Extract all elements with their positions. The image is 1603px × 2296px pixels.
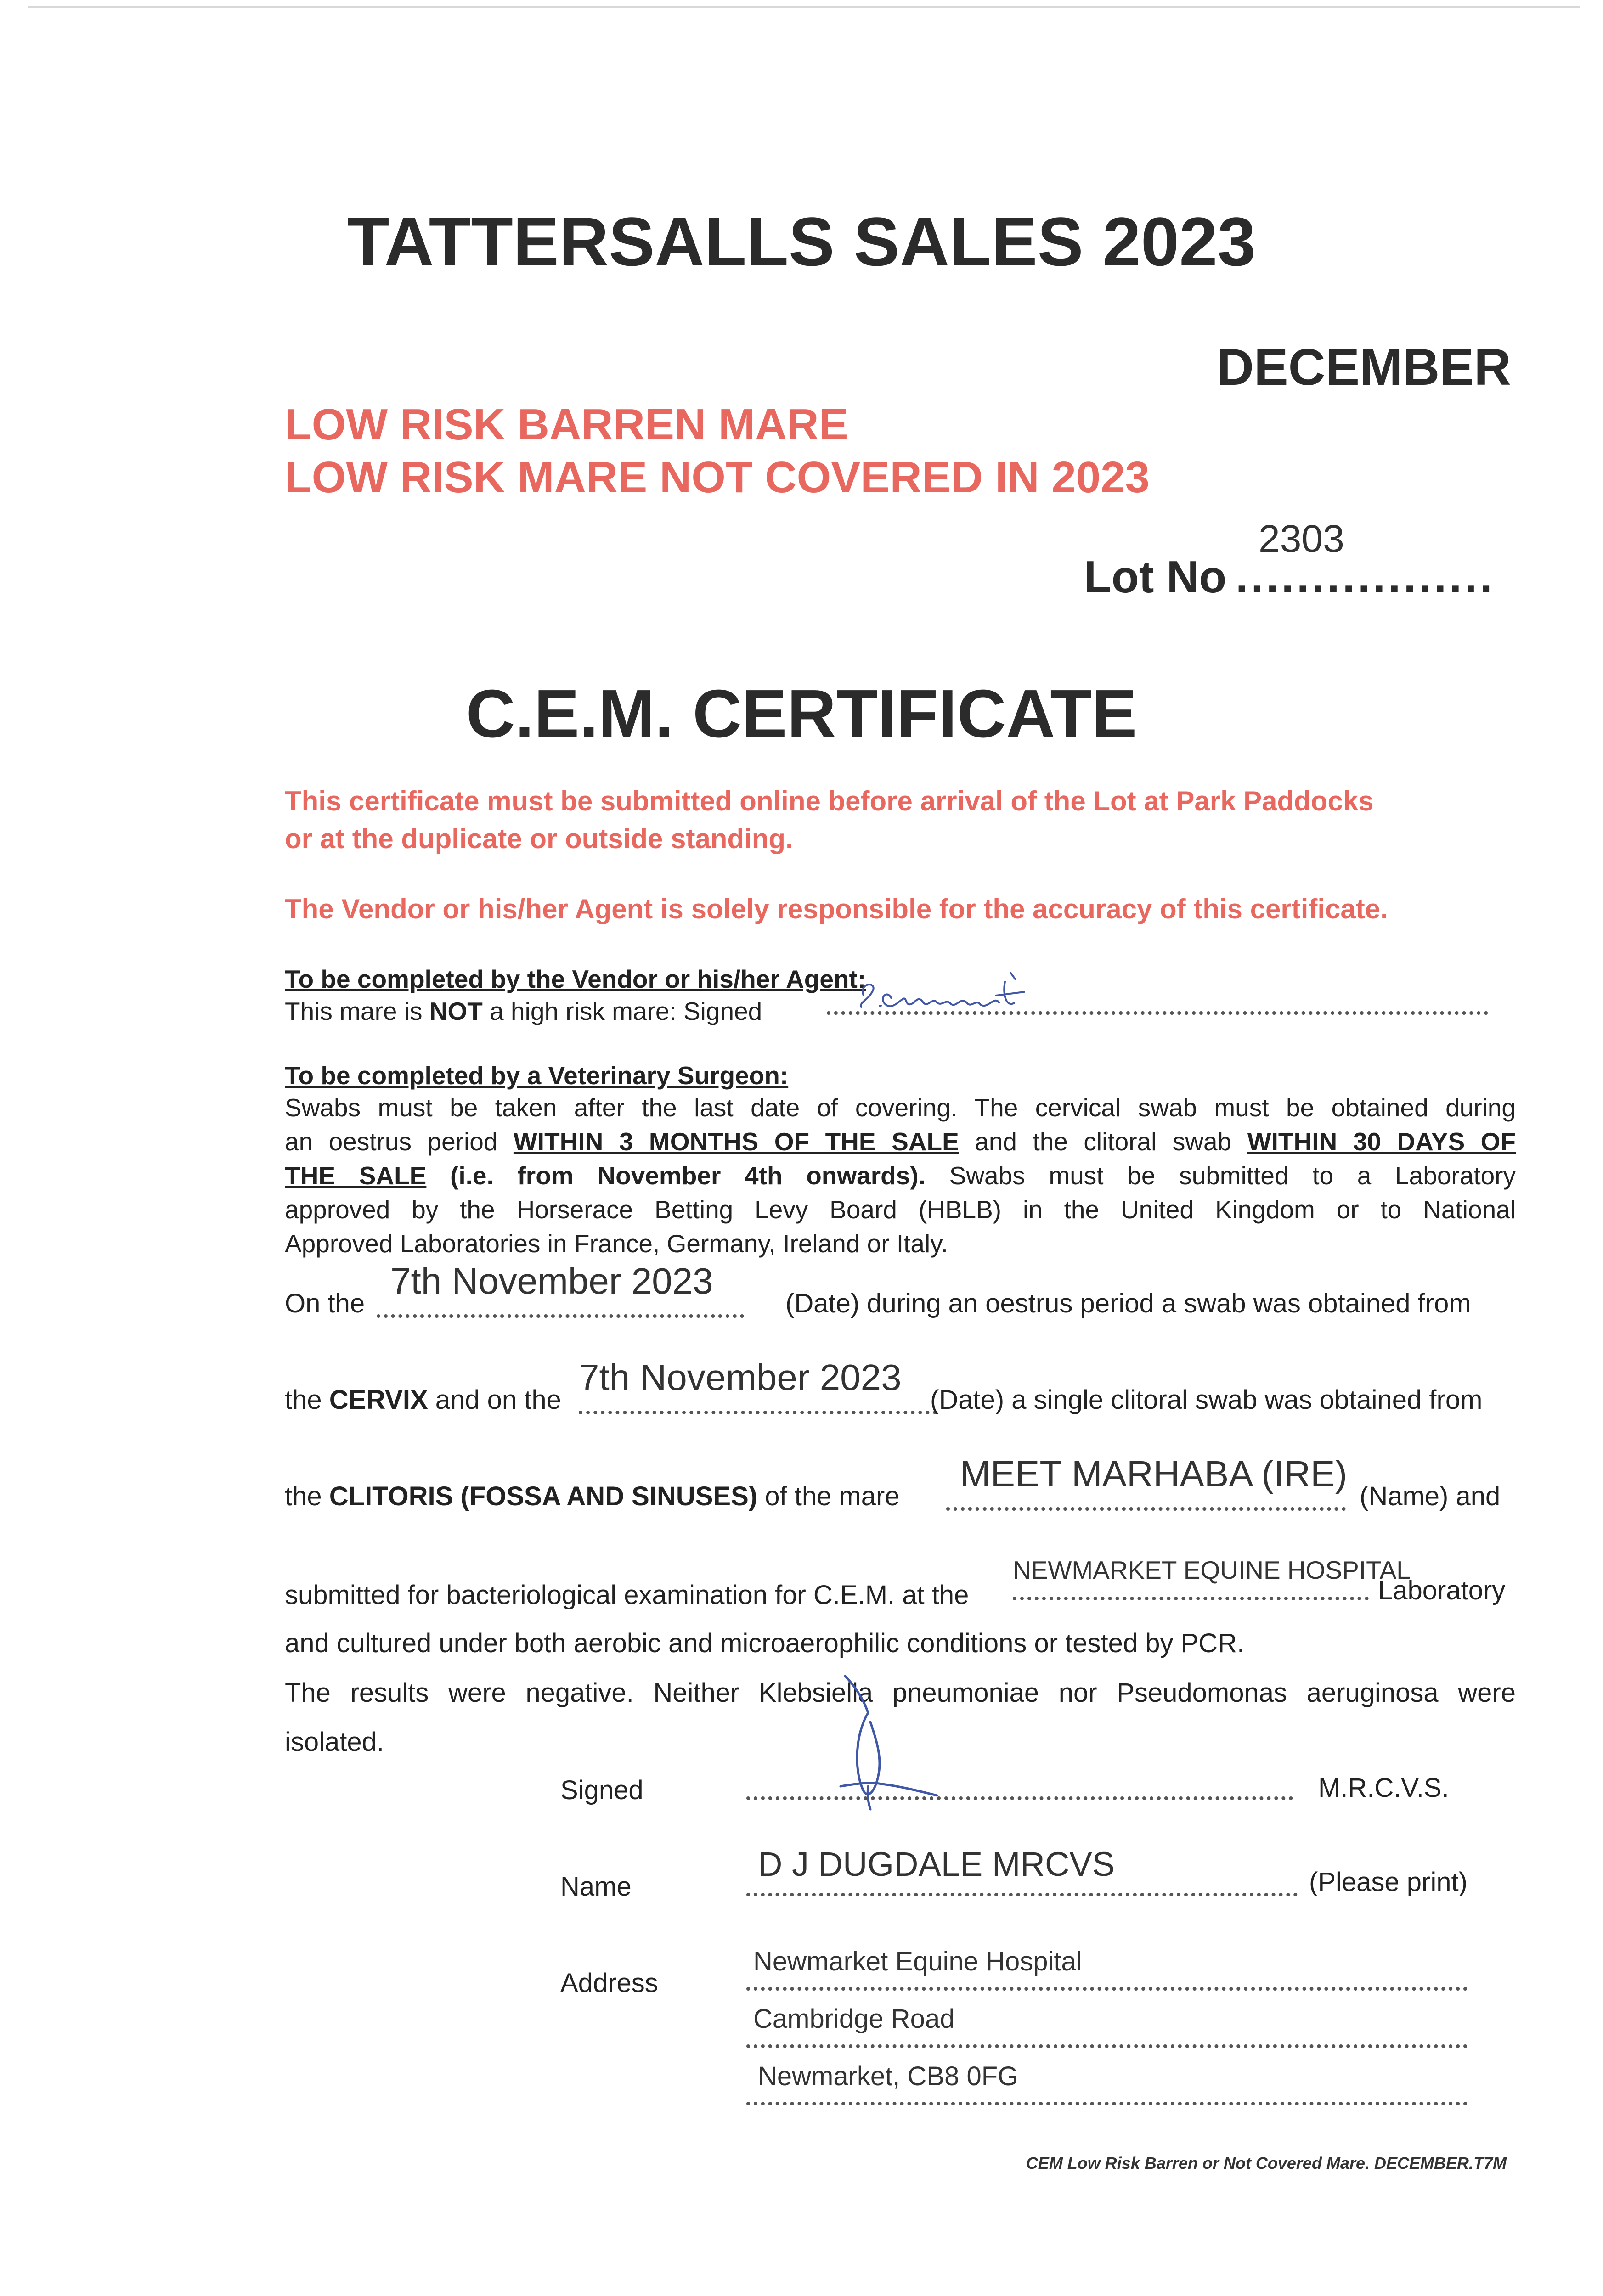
sale-name: DECEMBER bbox=[1217, 338, 1511, 396]
document-title: TATTERSALLS SALES 2023 bbox=[347, 203, 1256, 280]
address-line-1: Newmarket Equine Hospital bbox=[753, 1947, 1082, 1976]
vet-name-label: Name bbox=[560, 1872, 632, 1902]
isolated-statement: isolated. bbox=[285, 1727, 384, 1757]
clitoral-row bbox=[285, 1384, 561, 1415]
vendor-statement bbox=[285, 996, 762, 1026]
mrcvs-label: M.R.C.V.S. bbox=[1318, 1773, 1449, 1803]
address-line-2-field[interactable] bbox=[746, 2004, 1468, 2048]
cervix-suffix: (Date) during an oestrus period a swab was obtained from bbox=[785, 1289, 1471, 1318]
lot-number-value[interactable]: 2303 bbox=[1259, 517, 1344, 560]
category-line-1: LOW RISK BARREN MARE bbox=[285, 400, 848, 449]
cervix-label: CERVIX bbox=[329, 1385, 428, 1415]
vendor-section-heading: To be completed by the Vendor or his/her Agent: bbox=[285, 965, 866, 993]
the-label: the bbox=[285, 1385, 329, 1415]
mare-row bbox=[285, 1481, 900, 1512]
vet-instructions-line-3: THE SALE (i.e. from November 4th onwards). Swabs must be submitted to a Laboratory bbox=[285, 1161, 1516, 1190]
mare-name-field[interactable] bbox=[946, 1453, 1348, 1511]
vendor-statement-pre: This mare is bbox=[285, 997, 429, 1025]
vet-signature bbox=[836, 1671, 1001, 1818]
address-line-1-dots bbox=[746, 1987, 1468, 1991]
vet-signature-field[interactable] bbox=[746, 1768, 1293, 1800]
footer-reference: CEM Low Risk Barren or Not Covered Mare. DECEMBER.T7M bbox=[1026, 2154, 1507, 2172]
clitoral-date-value: 7th November 2023 bbox=[579, 1357, 902, 1398]
certificate-title: C.E.M. CERTIFICATE bbox=[466, 676, 1137, 752]
vet-address-label: Address bbox=[560, 1968, 658, 1998]
vet-instructions-line-2: an oestrus period WITHIN 3 MONTHS OF THE SALE and the clitoral swab WITHIN 30 DAYS OF bbox=[285, 1127, 1516, 1156]
category-line-2: LOW RISK MARE NOT COVERED IN 2023 bbox=[285, 453, 1150, 502]
the-label-2: the bbox=[285, 1481, 329, 1511]
mare-name-value: MEET MARHABA (IRE) bbox=[960, 1453, 1348, 1494]
address-line-2: Cambridge Road bbox=[753, 2004, 955, 2034]
clitoral-date-line bbox=[579, 1411, 937, 1414]
address-line-3: Newmarket, CB8 0FG bbox=[758, 2061, 1019, 2091]
clitoral-date-field[interactable] bbox=[579, 1357, 937, 1414]
mare-name-suffix: (Name) and bbox=[1360, 1481, 1501, 1511]
vendor-statement-post: a high risk mare: Signed bbox=[482, 997, 762, 1025]
and-on-the-label: and on the bbox=[428, 1385, 561, 1415]
vet-section-heading: To be completed by a Veterinary Surgeon: bbox=[285, 1061, 789, 1090]
laboratory-suffix: Laboratory bbox=[1378, 1576, 1506, 1605]
clitoris-label: CLITORIS (FOSSA AND SINUSES) bbox=[329, 1481, 758, 1511]
cervix-row bbox=[285, 1288, 365, 1319]
please-print-label: (Please print) bbox=[1309, 1867, 1468, 1897]
vendor-signature-field[interactable] bbox=[827, 983, 1488, 1015]
cultured-statement: and cultured under both aerobic and microaerophilic conditions or tested by PCR. bbox=[285, 1628, 1245, 1658]
vet-name-line bbox=[746, 1893, 1298, 1896]
lot-number-dots: ................. bbox=[1236, 551, 1495, 602]
vendor-statement-not: NOT bbox=[429, 997, 483, 1025]
cervix-date-line bbox=[377, 1314, 744, 1318]
submission-notice-line-2: or at the duplicate or outside standing. bbox=[285, 823, 793, 854]
laboratory-value: NEWMARKET EQUINE HOSPITAL bbox=[1013, 1556, 1411, 1584]
address-line-3-dots bbox=[746, 2102, 1468, 2105]
of-the-mare-label: of the mare bbox=[757, 1481, 900, 1511]
laboratory-field[interactable] bbox=[1013, 1554, 1411, 1600]
results-line: The results were negative. Neither Klebsiella pneumoniae nor Pseudomonas aeruginosa were bbox=[285, 1678, 1516, 1708]
vet-instructions-line-4: approved by the Horserace Betting Levy Board (HBLB) in the United Kingdom or to National bbox=[285, 1195, 1516, 1224]
address-line-1-field[interactable] bbox=[746, 1947, 1468, 1991]
vet-name-field[interactable] bbox=[746, 1846, 1298, 1896]
laboratory-line bbox=[1013, 1597, 1369, 1600]
cervix-date-field[interactable] bbox=[377, 1261, 744, 1318]
vendor-signature bbox=[859, 963, 1079, 1014]
address-line-2-dots bbox=[746, 2044, 1468, 2048]
submitted-label: submitted for bacteriological examination for C.E.M. at the bbox=[285, 1580, 969, 1610]
mare-name-line bbox=[946, 1507, 1346, 1511]
responsibility-notice: The Vendor or his/her Agent is solely responsible for the accuracy of this certificate. bbox=[285, 894, 1388, 924]
vet-instructions-line-5: Approved Laboratories in France, Germany, Ireland or Italy. bbox=[285, 1229, 948, 1258]
vet-instructions-line-1: Swabs must be taken after the last date of covering. The cervical swab must be obtained during bbox=[285, 1093, 1516, 1122]
address-line-3-field[interactable] bbox=[746, 2062, 1468, 2105]
vet-signed-label: Signed bbox=[560, 1775, 643, 1805]
clitoral-suffix: (Date) a single clitoral swab was obtained from bbox=[930, 1385, 1483, 1415]
lot-number-label: Lot No bbox=[1084, 551, 1227, 602]
top-border-line bbox=[28, 6, 1580, 8]
on-the-label: On the bbox=[285, 1289, 365, 1318]
cervix-date-value: 7th November 2023 bbox=[390, 1261, 713, 1301]
vet-instructions bbox=[285, 1091, 1516, 1261]
submission-notice-line-1: This certificate must be submitted online before arrival of the Lot at Park Paddocks bbox=[285, 786, 1374, 816]
vet-signature-line bbox=[746, 1796, 1293, 1800]
vet-name-value: D J DUGDALE MRCVS bbox=[758, 1845, 1115, 1883]
